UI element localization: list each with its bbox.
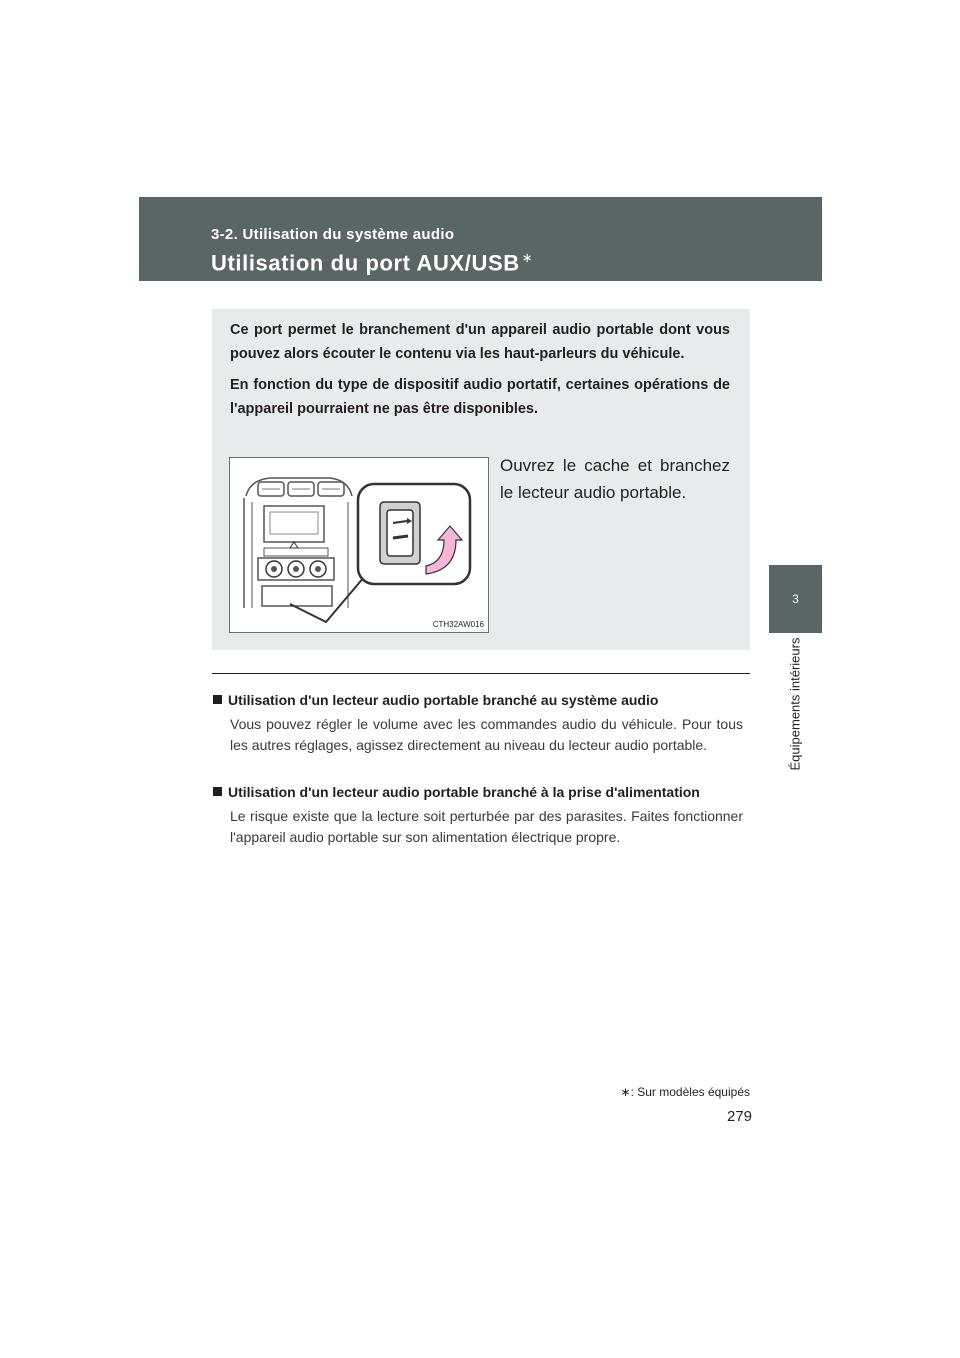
section-heading-audio-system: [213, 692, 658, 708]
intro-paragraph-2: En fonction du type de dispositif audio portatif, certaines opérations de l'appareil pourraient ne pas être disponibles.: [230, 377, 730, 417]
aux-usb-port-illustration: [229, 457, 489, 633]
section-body-power-outlet: Le risque existe que la lecture soit perturbée par des parasites. Faites fonctionner l'appareil audio portable sur son alimentation électrique propre.: [230, 808, 743, 845]
footnote: ∗: Sur modèles équipés: [620, 1085, 750, 1099]
section-heading-power-outlet: [213, 784, 700, 800]
page-number: 279: [727, 1108, 753, 1125]
square-bullet-icon: [213, 787, 222, 796]
section-heading-text: Utilisation d'un lecteur audio portable branché à la prise d'alimentation: [228, 784, 700, 800]
dashboard-drawing: [230, 458, 488, 632]
intro-text: [230, 318, 730, 428]
square-bullet-icon: [213, 695, 222, 704]
section-label: 3-2. Utilisation du système audio: [211, 226, 455, 243]
step-caption: Ouvrez le cache et branchez le lecteur audio portable.: [500, 456, 730, 502]
intro-paragraph-1: Ce port permet le branchement d'un appareil audio portable dont vous pouvez alors écouter le contenu via les haut-parleurs du véhicule.: [230, 322, 730, 362]
chapter-tab[interactable]: 3: [769, 565, 822, 633]
chapter-title: Équipements intérieurs: [787, 637, 803, 771]
divider: [212, 673, 750, 674]
section-heading-text: Utilisation d'un lecteur audio portable branché au système audio: [228, 692, 659, 708]
section-body-audio-system: Vous pouvez régler le volume avec les commandes audio du véhicule. Pour tous les autres réglages, agissez directement au niveau du lecteur audio portable.: [230, 716, 743, 753]
page-title: [211, 250, 533, 276]
page-title-text: Utilisation du port AUX/USB: [211, 250, 520, 276]
illustration-code: CTH32AW016: [432, 620, 484, 629]
title-asterisk: ∗: [521, 250, 534, 265]
